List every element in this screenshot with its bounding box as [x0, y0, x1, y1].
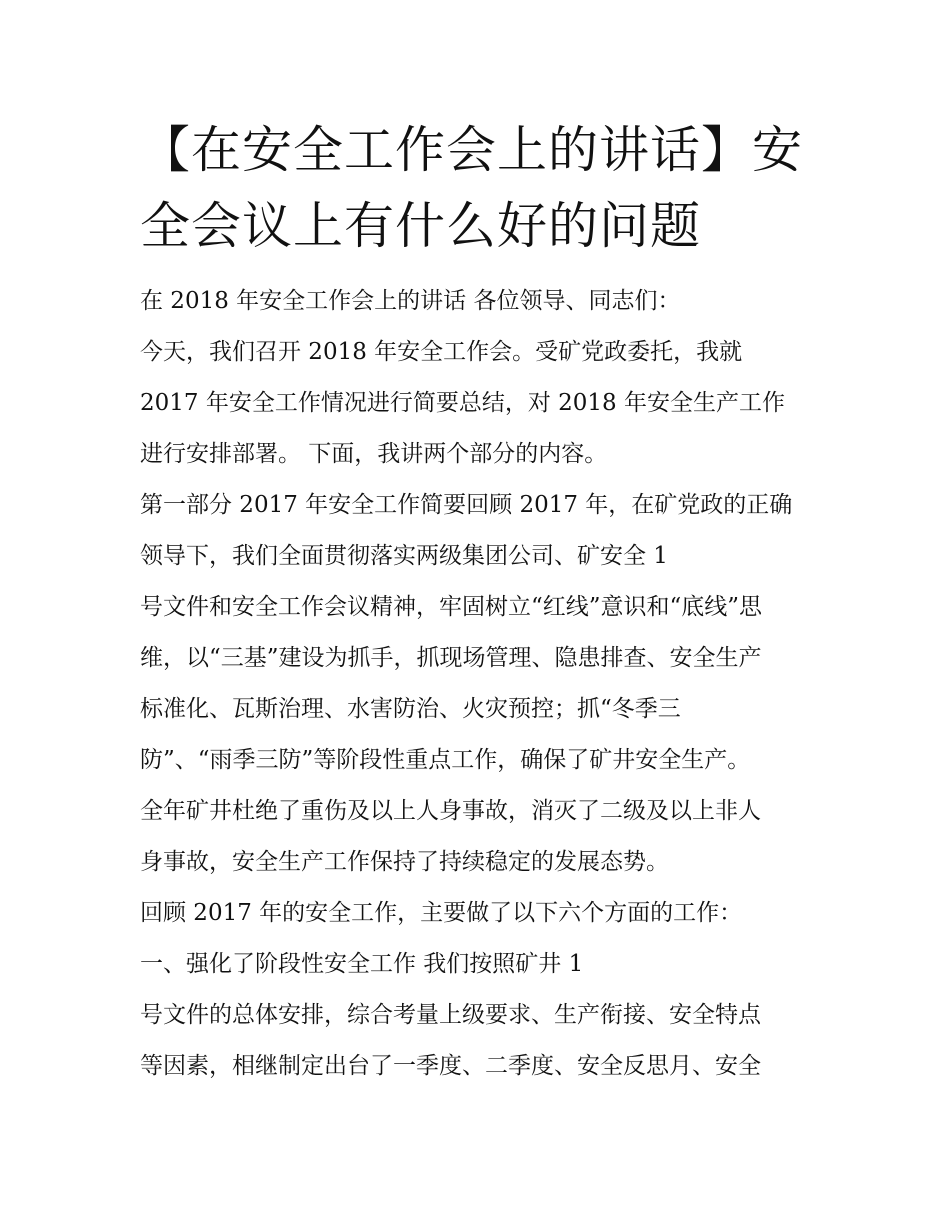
body-line: 领导下，我们全面贯彻落实两级集团公司、矿安全 1 — [140, 543, 668, 569]
body-line: 标准化、瓦斯治理、水害防治、火灾预控；抓“冬季三 — [140, 696, 681, 722]
body-line: 在 2018 年安全工作会上的讲话 各位领导、同志们： — [140, 288, 681, 314]
body-line: 全年矿井杜绝了重伤及以上人身事故，消灭了二级及以上非人 — [140, 798, 761, 824]
body-line: 第一部分 2017 年安全工作简要回顾 2017 年，在矿党政的正确 — [140, 492, 793, 518]
body-line: 回顾 2017 年的安全工作，主要做了以下六个方面的工作： — [140, 900, 743, 926]
body-line: 防”、“雨季三防”等阶段性重点工作，确保了矿井安全生产。 — [140, 747, 751, 773]
body-line: 维，以“三基”建设为抓手，抓现场管理、隐患排查、安全生产 — [140, 645, 762, 671]
body-line: 今天，我们召开 2018 年安全工作会。受矿党政委托，我就 — [140, 339, 743, 365]
body-line: 号文件的总体安排，综合考量上级要求、生产衔接、安全特点 — [140, 1002, 761, 1028]
body-line: 一、强化了阶段性安全工作 我们按照矿井 1 — [140, 951, 584, 977]
body-line: 号文件和安全工作会议精神，牢固树立“红线”意识和“底线”思 — [140, 594, 763, 620]
document-title — [140, 112, 830, 264]
body-line: 2017 年安全工作情况进行简要总结，对 2018 年安全生产工作 — [140, 390, 785, 416]
title-line: 【在安全工作会上的讲话】安 — [140, 121, 803, 179]
document-body — [140, 276, 830, 1092]
body-line: 身事故，安全生产工作保持了持续稳定的发展态势。 — [140, 849, 669, 875]
title-line: 全会议上有什么好的问题 — [140, 197, 701, 255]
body-line: 进行安排部署。 下面，我讲两个部分的内容。 — [140, 441, 608, 467]
body-line: 等因素，相继制定出台了一季度、二季度、安全反思月、安全 — [140, 1053, 761, 1079]
